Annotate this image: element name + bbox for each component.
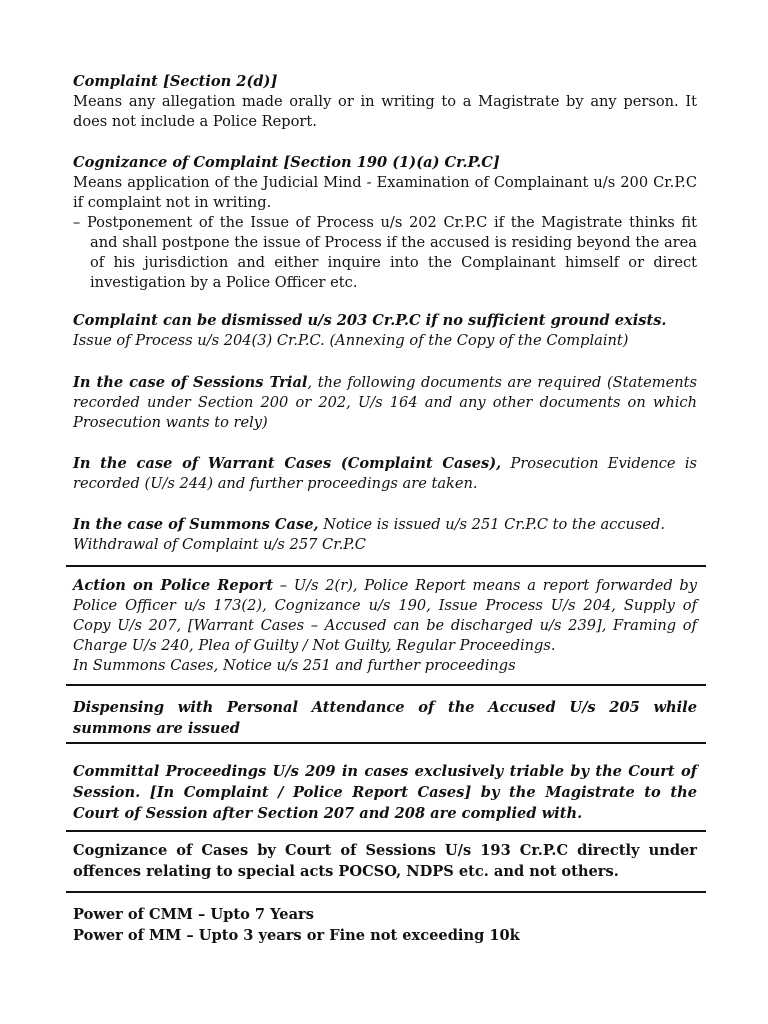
- body-text: Prosecution Evidence is recorded (U/s 244) and further proceedings are taken.: [73, 455, 697, 492]
- divider: [66, 565, 706, 567]
- section-summons-case: [73, 515, 697, 555]
- paragraph: Committal Proceedings U/s 209 in cases exclusively triable by the Court of Session. [In Complaint / Police Report Cases] by the Magistrate to the Court of Session after Section 207 and 208 are complied with.: [73, 763, 697, 822]
- section-complaint: [73, 72, 697, 132]
- section-sessions-trial: [73, 373, 697, 433]
- body-text: Notice is issued u/s 251 Cr.P.C to the accused.: [318, 516, 666, 533]
- lead-text: In the case of Warrant Cases (Complaint Cases),: [73, 455, 502, 472]
- lead-text: In the case of Sessions Trial: [73, 374, 308, 391]
- section-text: Means any allegation made orally or in writing to a Magistrate by any person. It does not include a Police Report.: [73, 93, 697, 130]
- section-dismissal: [73, 311, 697, 351]
- paragraph: [73, 515, 697, 535]
- body-text: – U/s 2(r), Police Report means a report forwarded by Police Officer u/s 173(2), Cognizance u/s 190, Issue Process U/s 204, Supply of Copy U/s 207, [Warrant Cases – Accused can be discharged u/s 239], Framing of Charge U/s 240, Plea of Guilty / Not Guilty, Regular Proceedings.: [73, 577, 697, 654]
- section-cognizance-of-complaint: [73, 153, 697, 293]
- section-heading: Cognizance of Complaint [Section 190 (1)(a) Cr.P.C]: [73, 154, 500, 171]
- paragraph: [73, 454, 697, 494]
- section-heading: Complaint can be dismissed u/s 203 Cr.P.C if no sufficient ground exists.: [73, 312, 667, 329]
- section-text: Issue of Process u/s 204(3) Cr.P.C. (Annexing of the Copy of the Complaint): [73, 332, 629, 349]
- section-cognizance-sessions: [73, 840, 697, 882]
- lead-text: In the case of Summons Case,: [73, 516, 319, 533]
- paragraph: [73, 576, 697, 656]
- divider: [66, 830, 706, 832]
- paragraph: [73, 373, 697, 433]
- paragraph-line2: In Summons Cases, Notice u/s 251 and further proceedings: [73, 657, 516, 674]
- section-committal-proceedings: [73, 761, 697, 824]
- divider: [66, 684, 706, 686]
- lead-text: Action on Police Report: [73, 577, 274, 594]
- bullet-item: – Postponement of the Issue of Process u/s 202 Cr.P.C if the Magistrate thinks fit and shall postpone the issue of Process if the accused is residing beyond the area of his jurisdiction and either inquire into the Complainant himself or direct investigation by a Police Officer etc.: [73, 214, 697, 291]
- power-mm: Power of MM – Upto 3 years or Fine not exceeding 10k: [73, 927, 520, 944]
- section-warrant-cases: [73, 454, 697, 494]
- section-text: Means application of the Judicial Mind - Examination of Complainant u/s 200 Cr.P.C if complaint not in writing.: [73, 174, 697, 211]
- paragraph-line2: Withdrawal of Complaint u/s 257 Cr.P.C: [73, 536, 366, 553]
- power-cmm: Power of CMM – Upto 7 Years: [73, 906, 314, 923]
- section-dispensing-attendance: [73, 697, 697, 739]
- section-police-report: [73, 576, 697, 676]
- divider: [66, 891, 706, 893]
- section-heading: Complaint [Section 2(d)]: [73, 73, 278, 90]
- section-powers: [73, 904, 697, 946]
- body-text: , the following documents are required (Statements recorded under Section 200 or 202, U/s 164 and any other documents on which Prosecution wants to rely): [73, 374, 697, 431]
- divider: [66, 742, 706, 744]
- paragraph: Cognizance of Cases by Court of Sessions U/s 193 Cr.P.C directly under offences relating to special acts POCSO, NDPS etc. and not others.: [73, 842, 697, 880]
- paragraph: Dispensing with Personal Attendance of the Accused U/s 205 while summons are issued: [73, 699, 697, 737]
